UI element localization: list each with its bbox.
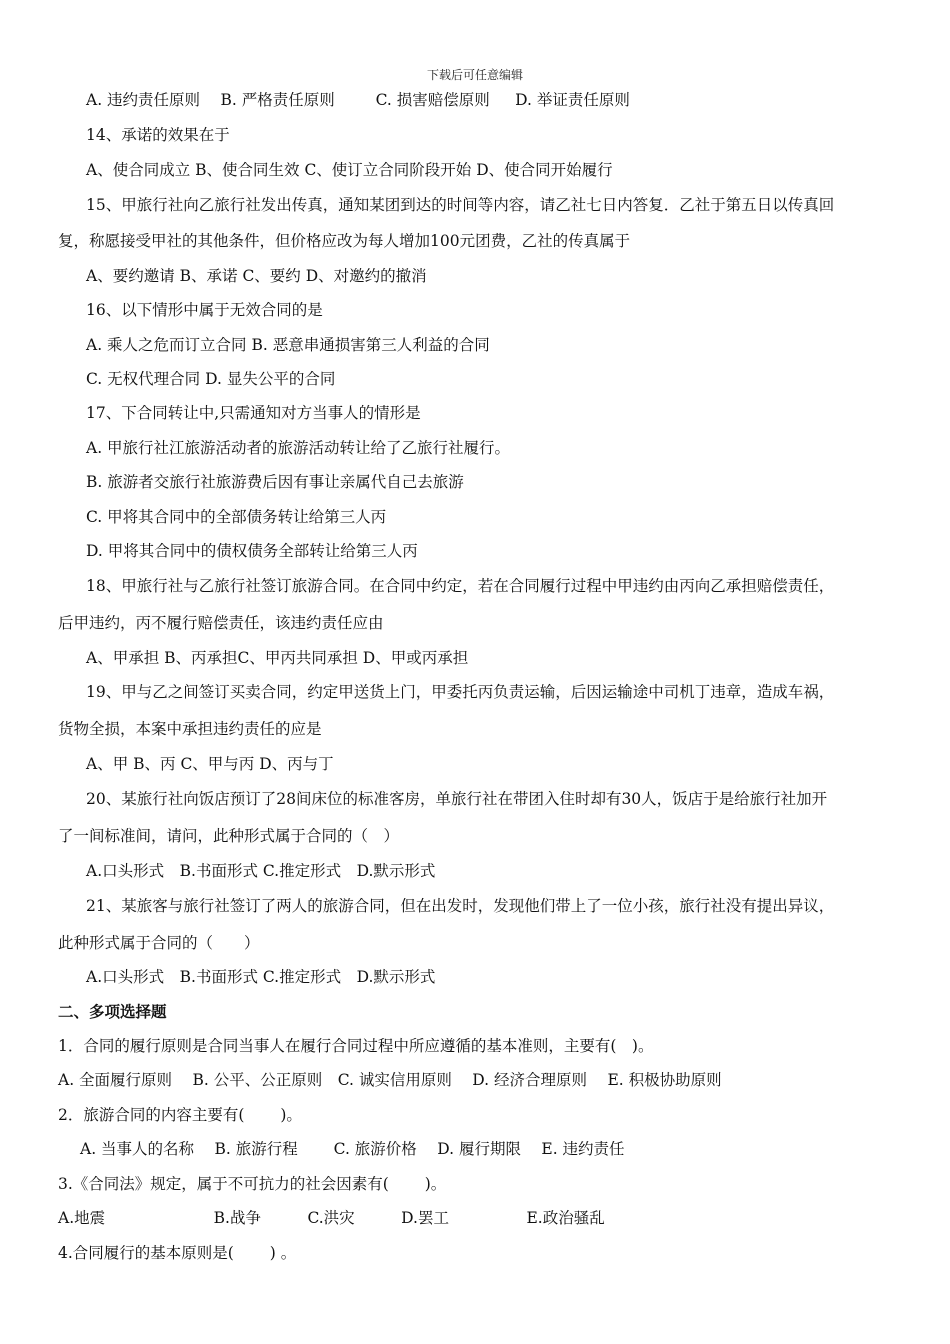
text-line: 16、以下情形中属于无效合同的是 (86, 301, 323, 319)
text-line: 了一间标准间，请问，此种形式属于合同的（ ） (58, 827, 400, 845)
text-line: 后甲违约，丙不履行赔偿责任，该违约责任应由 (58, 614, 384, 632)
text-line: A.口头形式 B.书面形式 C.推定形式 D.默示形式 (86, 968, 436, 986)
section-heading: 二、多项选择题 (58, 1002, 167, 1021)
text-line: C. 甲将其合同中的全部债务转让给第三人丙 (86, 508, 387, 526)
text-line: A、甲承担 B、丙承担C、甲丙共同承担 D、甲或丙承担 (86, 649, 469, 667)
text-line: A.地震 B.战争 C.洪灾 D.罢工 E.政治骚乱 (58, 1209, 605, 1227)
text-line: 21、某旅客与旅行社签订了两人的旅游合同，但在出发时，发现他们带上了一位小孩，旅行社没有提出异议， (86, 897, 835, 915)
text-line: A、使合同成立 B、使合同生效 C、使订立合同阶段开始 D、使合同开始履行 (86, 161, 613, 179)
text-line: C. 无权代理合同 D. 显失公平的合同 (86, 370, 336, 388)
text-line: A. 当事人的名称 B. 旅游行程 C. 旅游价格 D. 履行期限 E. 违约责任 (80, 1140, 625, 1158)
page-header: 下载后可任意编辑 (426, 68, 523, 82)
text-line: 20、某旅行社向饭店预订了28间床位的标准客房，单旅行社在带团入住时却有30人，饭店于是给旅行社加开 (86, 790, 828, 808)
text-line: A、甲 B、丙 C、甲与丙 D、丙与丁 (86, 755, 334, 773)
text-line: 3.《合同法》规定，属于不可抗力的社会因素有( )。 (58, 1175, 447, 1193)
text-line: B. 旅游者交旅行社旅游费后因有事让亲属代自己去旅游 (86, 473, 464, 491)
text-line: 此种形式属于合同的（ ） (58, 934, 260, 952)
text-line: 17、下合同转让中,只需通知对方当事人的情形是 (86, 404, 421, 422)
text-line: 15、甲旅行社向乙旅行社发出传真，通知某团到达的时间等内容，请乙社七日内答复．乙社于第五日以传真回 (86, 196, 835, 214)
text-line: A. 全面履行原则 B. 公平、公正原则 C. 诚实信用原则 D. 经济合理原则 E. 积极协助原则 (58, 1071, 722, 1089)
text-line: A. 甲旅行社江旅游活动者的旅游活动转让给了乙旅行社履行。 (86, 439, 511, 457)
text-line: 18、甲旅行社与乙旅行社签订旅游合同。在合同中约定，若在合同履行过程中甲违约由丙向乙承担赔偿责任， (86, 577, 835, 595)
text-line: A. 乘人之危而订立合同 B. 恶意串通损害第三人利益的合同 (86, 336, 490, 354)
text-line: 货物全损，本案中承担违约责任的应是 (58, 720, 322, 738)
text-line: A.口头形式 B.书面形式 C.推定形式 D.默示形式 (86, 862, 436, 880)
text-line: 14、承诺的效果在于 (86, 126, 230, 144)
text-line: 2．旅游合同的内容主要有( )。 (58, 1106, 302, 1124)
text-line: 4.合同履行的基本原则是( ) 。 (58, 1244, 297, 1262)
text-line: 复，称愿接受甲社的其他条件，但价格应改为每人增加100元团费，乙社的传真属于 (58, 232, 631, 250)
text-line: A、要约邀请 B、承诺 C、要约 D、对邀约的撤消 (86, 267, 427, 285)
text-line: 1．合同的履行原则是合同当事人在履行合同过程中所应遵循的基本准则，主要有( )。 (58, 1037, 654, 1055)
text-line: A. 违约责任原则 B. 严格责任原则 C. 损害赔偿原则 D. 举证责任原则 (86, 91, 630, 109)
text-line: D. 甲将其合同中的债权债务全部转让给第三人丙 (86, 542, 418, 560)
text-line: 19、甲与乙之间签订买卖合同，约定甲送货上门，甲委托丙负责运输，后因运输途中司机丁违章，造成车祸， (86, 683, 835, 701)
